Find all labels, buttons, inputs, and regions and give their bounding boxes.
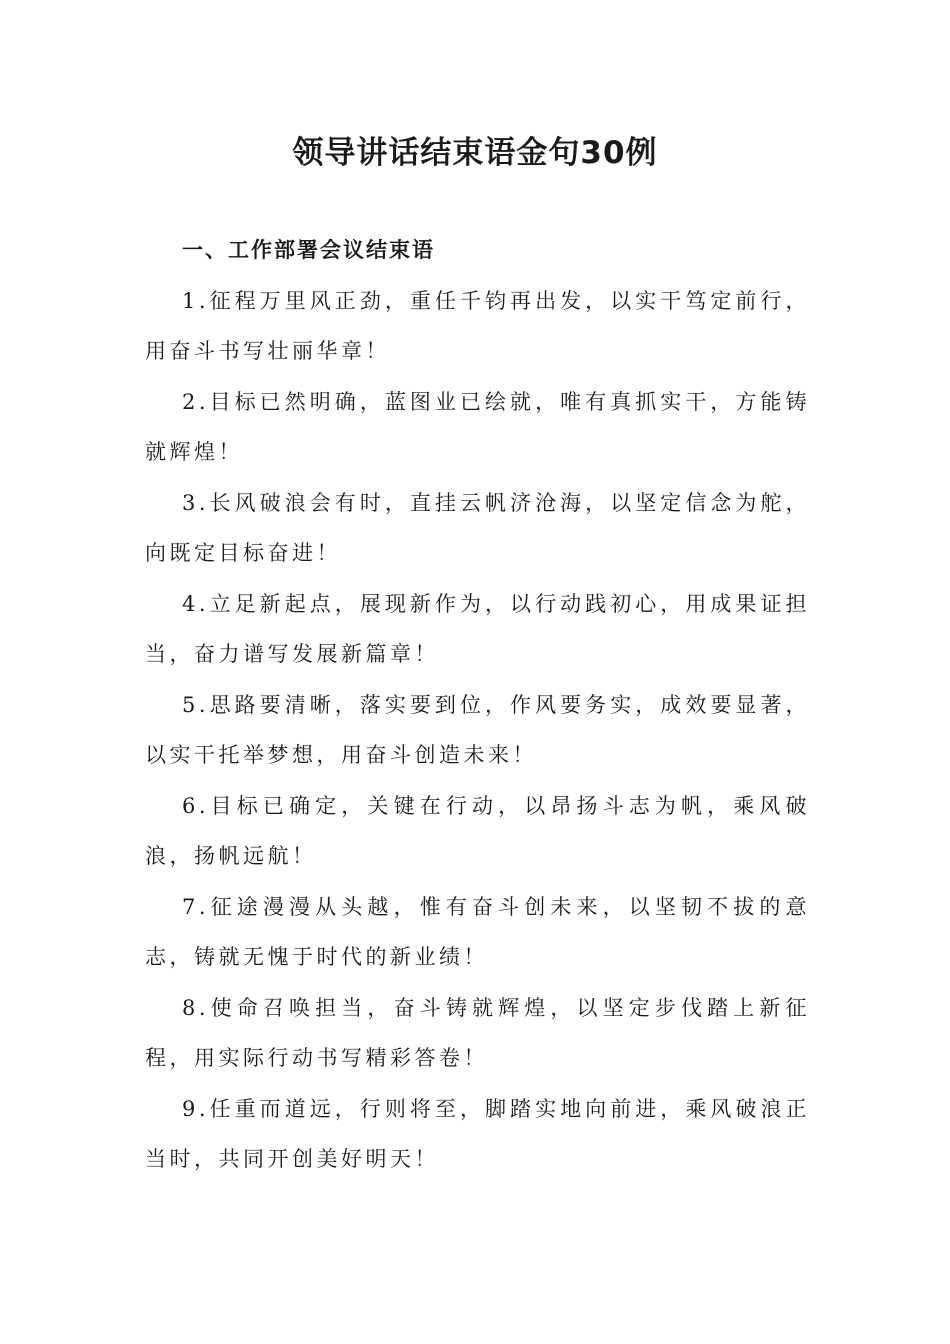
- document-title: 领导讲话结束语金句30例: [292, 135, 658, 171]
- paragraph-item-1: 1.征程万里风正劲，重任千钧再出发，以实干笃定前行，用奋斗书写壮丽华章！: [145, 288, 810, 363]
- paragraph-item-8: 8.使命召唤担当，奋斗铸就辉煌，以坚定步伐踏上新征程，用实际行动书写精彩答卷！: [145, 995, 810, 1070]
- paragraph-item-3: 3.长风破浪会有时，直挂云帆济沧海，以坚定信念为舵，向既定目标奋进！: [145, 490, 810, 565]
- paragraph-item-2: 2.目标已然明确，蓝图业已绘就，唯有真抓实干，方能铸就辉煌！: [145, 389, 810, 464]
- paragraph-item-9: 9.任重而道远，行则将至，脚踏实地向前进，乘风破浪正当时，共同开创美好明天！: [145, 1096, 810, 1171]
- paragraph-item-6: 6.目标已确定，关键在行动，以昂扬斗志为帆，乘风破浪，扬帆远航！: [145, 793, 810, 868]
- paragraph-item-4: 4.立足新起点，展现新作为，以行动践初心，用成果证担当，奋力谱写发展新篇章！: [145, 591, 810, 666]
- document-body: [145, 225, 810, 1185]
- paragraph-item-7: 7.征途漫漫从头越，惟有奋斗创未来，以坚韧不拔的意志，铸就无愧于时代的新业绩！: [145, 894, 810, 969]
- paragraph-item-5: 5.思路要清晰，落实要到位，作风要务实，成效要显著，以实干托举梦想，用奋斗创造未来！: [145, 692, 810, 767]
- section-heading: 一、工作部署会议结束语: [182, 238, 435, 262]
